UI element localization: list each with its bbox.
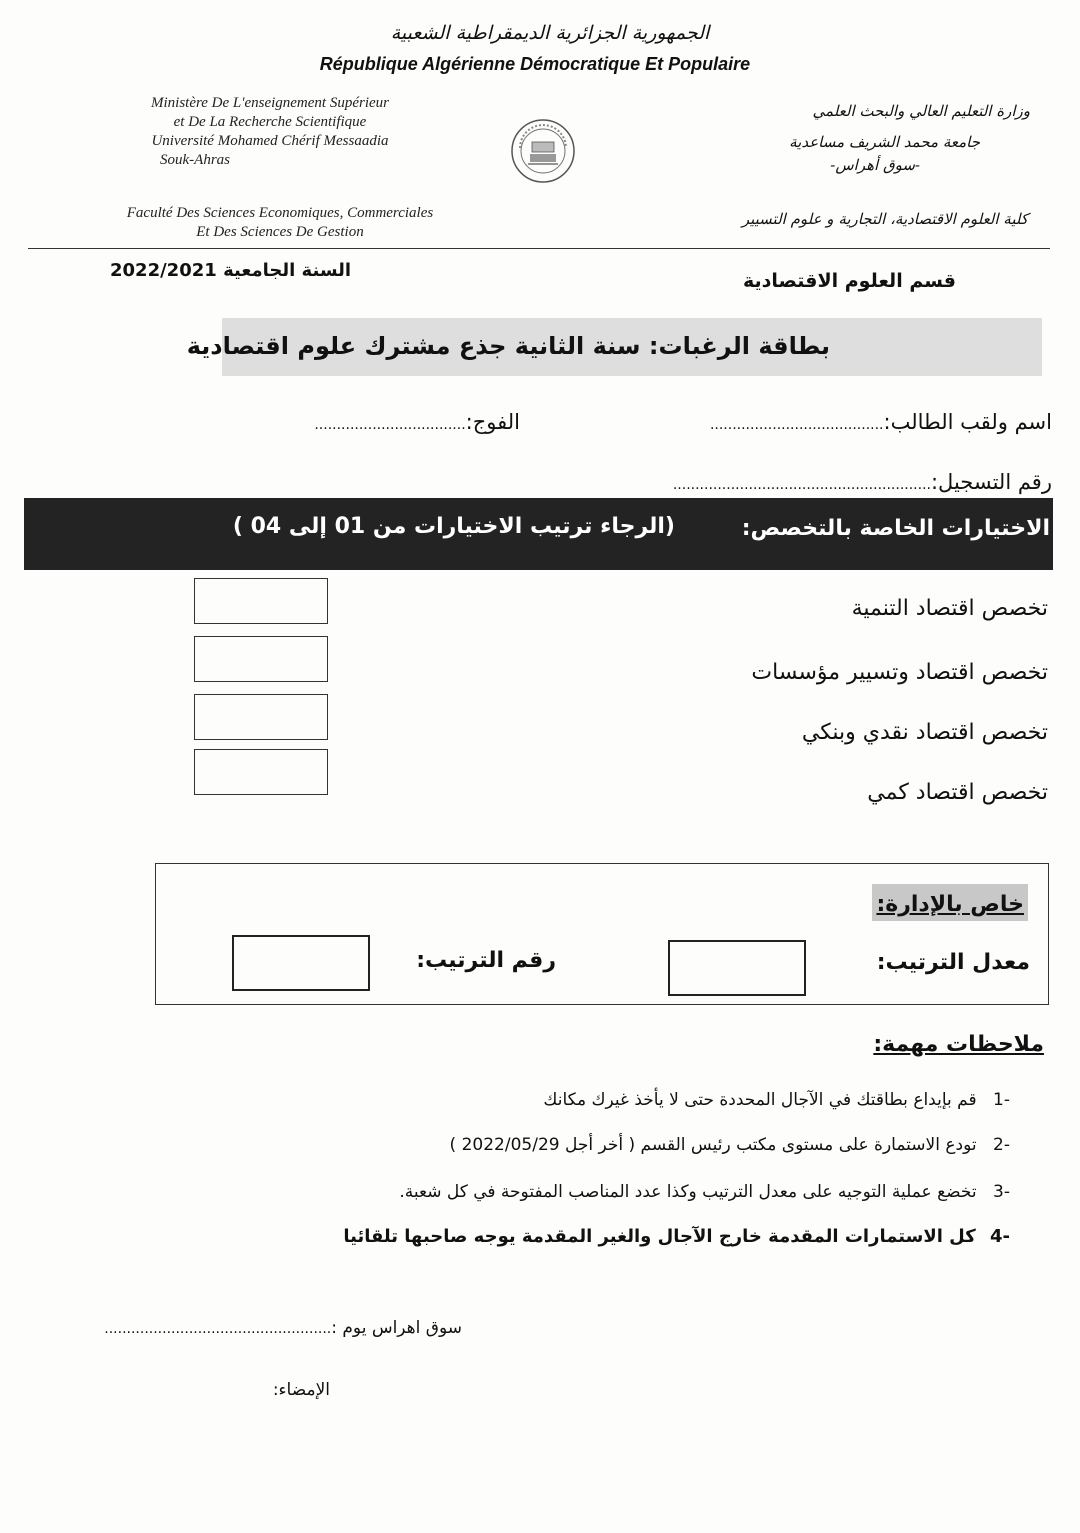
note-number: -3 — [993, 1182, 1010, 1202]
registration-field[interactable] — [673, 470, 1052, 494]
student-name-field[interactable] — [710, 410, 1052, 434]
faculty-ar: كلية العلوم الاقتصادية، التجارية و علوم التسيير — [741, 210, 1028, 228]
note-item — [399, 1182, 1010, 1202]
department-label: قسم العلوم الاقتصادية — [743, 270, 956, 292]
faculty-fr-line-1: Faculté Des Sciences Economiques, Commerciales — [126, 205, 434, 221]
ranking-number-label: رقم الترتيب: — [416, 948, 556, 973]
spec-rank-box-quantitative[interactable] — [194, 749, 328, 795]
university-ar: جامعة محمد الشريف مساعدية — [789, 133, 980, 151]
institution-fr — [60, 94, 480, 170]
spec-rank-box-development[interactable] — [194, 578, 328, 624]
faculty-fr-line-2: Et Des Sciences De Gestion — [196, 224, 364, 240]
registration-blank[interactable]: .......................................................... — [672, 477, 931, 493]
signature-label: الإمضاء: — [272, 1380, 330, 1400]
student-name-label: اسم ولقب الطالب: — [883, 410, 1052, 434]
spec-label-monetary: تخصص اقتصاد نقدي وبنكي — [801, 720, 1048, 745]
republic-title-ar: الجمهورية الجزائرية الديمقراطية الشعبية — [390, 22, 710, 44]
academic-year — [110, 260, 351, 281]
ministry-fr-line-1: Ministère De L'enseignement Supérieur — [150, 95, 389, 111]
notes-title: ملاحظات مهمة: — [873, 1032, 1044, 1057]
place-date-field[interactable] — [104, 1318, 462, 1338]
spec-label-enterprise: تخصص اقتصاد وتسيير مؤسسات — [751, 660, 1048, 685]
note-text: تودع الاستمارة على مستوى مكتب رئيس القسم ( أخر أجل 2022/05/29 ) — [449, 1135, 977, 1155]
institution-ar — [690, 100, 1030, 177]
note-number: -4 — [989, 1226, 1010, 1247]
faculty-fr — [60, 204, 500, 242]
place-date-label: سوق اهراس يوم : — [331, 1318, 462, 1338]
ministry-ar: وزارة التعليم العالي والبحث العلمي — [812, 102, 1030, 120]
student-name-blank[interactable]: ....................................... — [709, 417, 884, 433]
note-item — [450, 1135, 1010, 1155]
note-item — [543, 1090, 1010, 1110]
ranking-average-label: معدل الترتيب: — [876, 950, 1030, 975]
group-field[interactable] — [314, 410, 520, 434]
ranking-number-box[interactable] — [232, 935, 370, 991]
choices-instruction: (الرجاء ترتيب الاختيارات من 01 إلى 04 ) — [232, 514, 675, 539]
spec-rank-box-enterprise[interactable] — [194, 636, 328, 682]
form-title: بطاقة الرغبات: سنة الثانية جذع مشترك علوم اقتصادية — [186, 332, 830, 360]
spec-label-quantitative: تخصص اقتصاد كمي — [867, 780, 1048, 805]
university-logo-icon — [510, 118, 576, 184]
city-fr: Souk-Ahras — [160, 152, 230, 168]
ministry-fr-line-2: et De La Recherche Scientifique — [173, 114, 367, 130]
place-date-blank[interactable]: ................................................... — [104, 1321, 332, 1337]
note-number: -2 — [993, 1135, 1010, 1155]
university-fr: Université Mohamed Chérif Messaadia — [151, 133, 389, 149]
note-number: -1 — [993, 1090, 1010, 1110]
republic-title-fr: République Algérienne Démocratique Et Populaire — [319, 54, 751, 74]
note-text: كل الاستمارات المقدمة خارج الآجال والغير المقدمة يوجه صاحبها تلقائيا — [343, 1226, 976, 1247]
note-text: تخضع عملية التوجيه على معدل الترتيب وكذا عدد المناصب المفتوحة في كل شعبة. — [399, 1182, 977, 1202]
academic-year-value: 2022/2021 — [110, 260, 217, 281]
academic-year-label: السنة الجامعية — [223, 260, 352, 281]
spec-rank-box-monetary[interactable] — [194, 694, 328, 740]
spec-label-development: تخصص اقتصاد التنمية — [851, 596, 1048, 621]
registration-label: رقم التسجيل: — [930, 470, 1052, 494]
choices-section-label: الاختيارات الخاصة بالتخصص: — [741, 516, 1050, 541]
group-blank[interactable]: .................................. — [314, 417, 466, 433]
header-divider — [28, 248, 1050, 249]
ranking-average-box[interactable] — [668, 940, 806, 996]
note-item — [343, 1226, 1010, 1247]
note-text: قم بإيداع بطاقتك في الآجال المحددة حتى لا يأخذ غيرك مكانك — [543, 1090, 977, 1110]
city-ar: -سوق أهراس- — [830, 156, 920, 174]
group-label: الفوج: — [465, 410, 520, 434]
admin-title: خاص بالإدارة: — [872, 884, 1028, 921]
